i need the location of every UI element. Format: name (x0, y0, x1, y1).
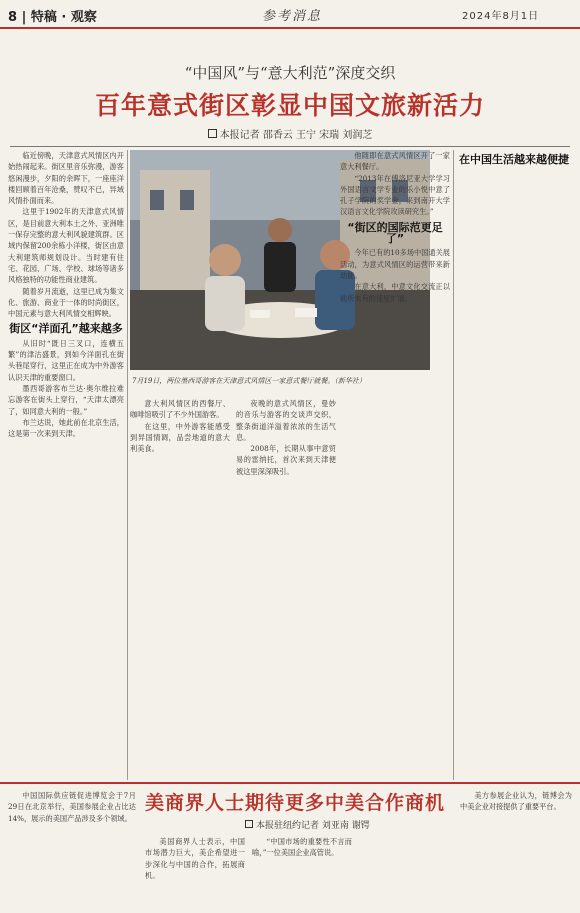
newspaper-logo: 参考消息 (262, 9, 323, 24)
masthead-rule (0, 27, 580, 29)
issue-date: 2024年8月1日 (462, 11, 540, 22)
spacer (236, 150, 336, 156)
bottom-column-1: 中国国际供应链促进博览会于7月29日在北京举行，美国参展企业占比达14%，展示的美国产品涉及多个领域。 (8, 791, 136, 823)
bottom-article-rule (0, 782, 580, 784)
bottom-column-3: “中国市场的重要性不言而喻，”一位美国企业高管说。 (252, 837, 352, 858)
subhead-1: 街区“洋面孔”越来越多 (9, 322, 123, 336)
article-byline: 本报记者 邵香云 王宁 宋瑞 刘润芝 (0, 126, 580, 141)
bottom-article-headline: 美商界人士期待更多中美合作商机 (145, 792, 446, 814)
article-column-5 (456, 150, 572, 780)
bottom-column-4: 美方参展企业认为，链博会为中美企业对接提供了重要平台。 (460, 791, 572, 812)
article-column-4: 他随即在意式风情区开了一家意大利餐厅。 “2013年在傅洛尼亚大学学习外国语言文学专业的乐小悦中意了孔子学院的奖学金，来到南开大学汉语言文化学院攻读研究生。” “街区的国际范更足了” 今年已有的10多场中国通关展活动，为意式风情区的运营带来新动能。 在意大利，中意文化交流正以前所未有的速度扩展。 (340, 151, 450, 303)
byline-box-icon (208, 129, 217, 138)
article-column-2: 意大利风情区的西餐厅、咖啡馆吸引了不少外国游客。 在这里，中外游客能感受到异国情调，品尝地道的意大利美食。 (130, 399, 230, 454)
bottom-article-byline: 本报驻纽约记者 刘亚南 谢锷 (245, 818, 370, 831)
article-column-1: 临近傍晚，天津意式风情区内开始热闹起来。街区里音乐弥漫，游客悠闲漫步，夕阳的余晖下，一座座洋楼回顾着百年沧桑，赞叹不已，异域风情扑面而来。 这里于1902年的天津意式风情区，是目前意大利本土之外、亚洲唯一保存完整的意大利风貌建筑群。区域内保留200余栋小洋楼，街区由意大利建筑师规划设计。当时建有住宅、花园、广场、学校、球场等诸多风格独特的功能性商业建筑。 随着岁月流逝，这里已成为集文化、旅游、商业于一体的时尚街区，中国元素与意大利风情交相辉映。 街区“洋面孔”越来越多 从旧时“既日三叉口，连横五繁”的津沽盛景，到如今洋面孔在街头巷尾穿行，这里正在成为中外游客认识天津的重要窗口。 墨西哥游客布兰达·奥尔维拉难忘游客在街头上穿行，“天津太漂亮了，如同意大利的一般。” 布兰达说，她此前在北京生活，这是第一次来到天津。 (8, 151, 124, 439)
page-number: 8 | 特稿 · 观察 (8, 10, 97, 25)
byline-box-icon (245, 820, 253, 828)
photo-caption: 7月19日，两位墨西哥游客在天津意式风情区一家意式餐厅就餐。（新华社） (132, 377, 366, 385)
article-column-3: 夜晚的意式风情区，曼妙的音乐与游客的交谈声交织，整条街道洋溢着浓浓的生活气息。 2008年，长期从事中意贸易的雷纳托，首次来到天津便被这里深深吸引。 (236, 399, 336, 476)
column-divider (127, 150, 128, 780)
headline-rule (10, 146, 570, 147)
subhead-2: 在中国生活越来越便捷 (459, 153, 569, 166)
subhead-3: “街区的国际范更足了” (347, 220, 443, 246)
column-divider (453, 150, 454, 780)
article-headline: 百年意式街区彰显中国文旅新活力 (94, 91, 485, 120)
article-kicker: “中国风”与“意大利范”深度交织 (184, 64, 396, 82)
bottom-column-2: 美国商界人士表示，中国市场潜力巨大，美企希望进一步深化与中国的合作，拓展商机。 (145, 837, 245, 880)
